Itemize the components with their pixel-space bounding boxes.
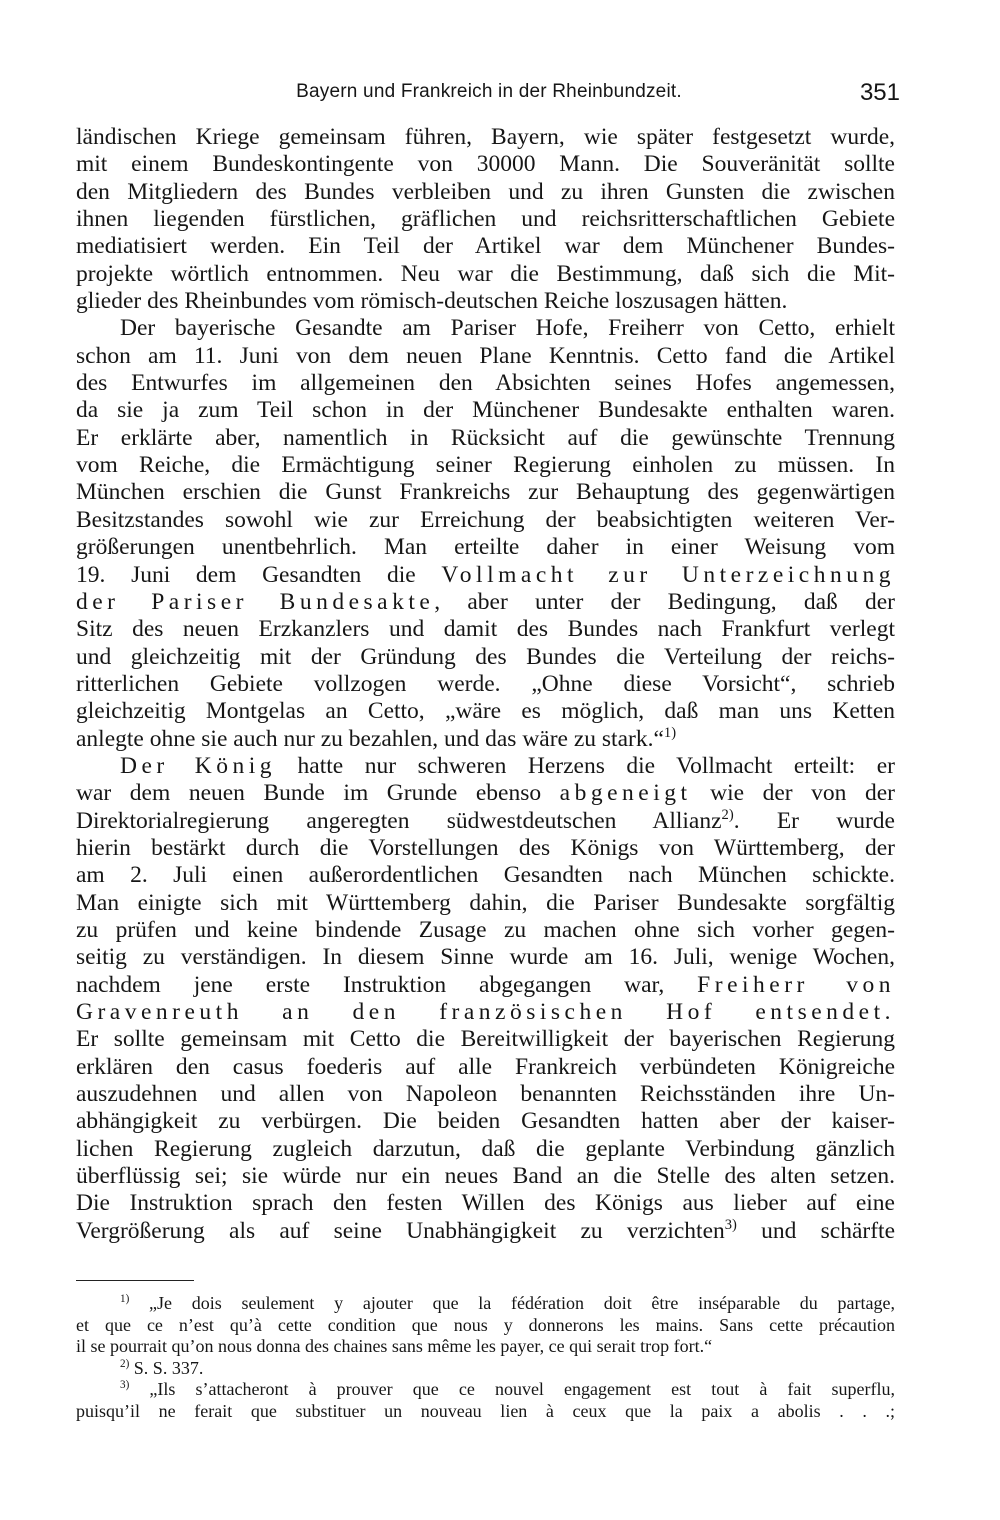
footnote-text: S. S. 337. bbox=[129, 1357, 204, 1378]
text-line: größerungen unentbehrlich. Man erteilte daher in einer Weisung vom bbox=[76, 534, 895, 561]
text-run: Direktorialregierung angeregten südwestdeutschen Allianz bbox=[76, 807, 722, 834]
text-line: ritterlichen Gebiete vollzogen werde. „Ohne diese Vorsicht“, schrieb bbox=[76, 670, 895, 697]
footnotes bbox=[76, 1293, 895, 1422]
text-line bbox=[76, 726, 895, 753]
text-line bbox=[76, 780, 895, 807]
text-line: projekte wörtlich entnommen. Neu war die Bestimmung, daß sich die Mit- bbox=[76, 260, 895, 287]
text-line bbox=[76, 753, 895, 780]
body-text bbox=[76, 124, 895, 1245]
text-line bbox=[76, 1218, 895, 1245]
text-line: hierin bestärkt durch die Vorstellungen des Königs von Württemberg, der bbox=[76, 834, 895, 861]
footnote-line: puisqu’il ne ferait que substituer un nouveau lien à ceux que la paix a abolis . . .; bbox=[76, 1400, 895, 1421]
page-number: 351 bbox=[859, 79, 900, 106]
text-line: mit einem Bundeskontingente von 30000 Mann. Die Souveränität sollte bbox=[76, 151, 895, 178]
text-line: glieder des Rheinbundes vom römisch-deutschen Reiche loszusagen hätten. bbox=[76, 288, 788, 315]
spaced-emphasis: der Pariser Bundesakte bbox=[76, 588, 435, 615]
running-head bbox=[78, 79, 900, 109]
text-line: erklären den casus foederis auf alle Frankreich verbündeten Königreiche bbox=[76, 1053, 895, 1080]
text-line: vom Reiche, die Ermächtigung seiner Regierung einholen zu müssen. In bbox=[76, 452, 895, 479]
footnote-ref: 1) bbox=[663, 724, 677, 741]
text-line: auszudehnen und allen von Napoleon benannten Reichsständen ihre Un- bbox=[76, 1081, 895, 1108]
text-line: am 2. Juli einen außerordentlichen Gesandten nach München schickte. bbox=[76, 862, 895, 889]
footnote-marker: 3) bbox=[120, 1379, 130, 1391]
text-line: Sitz des neuen Erzkanzlers und damit des Bundes nach Frankfurt verlegt bbox=[76, 616, 895, 643]
text-run: nachdem jene erste Instruktion abgegangen war, bbox=[76, 971, 698, 998]
text-line: ländischen Kriege gemeinsam führen, Bayern, wie später festgesetzt wurde, bbox=[76, 124, 895, 150]
footnote-marker: 2) bbox=[120, 1357, 130, 1370]
text-line: überflüssig sei; sie würde nur ein neues Band an die Stelle des alten setzen. bbox=[76, 1163, 895, 1190]
text-line: seitig zu verständigen. In diesem Sinne wurde am 16. Juli, wenige Wochen, bbox=[76, 944, 895, 971]
text-run: Vergrößerung als auf seine Unabhängigkeit zu verzichten bbox=[76, 1217, 725, 1244]
text-line: den Mitgliedern des Bundes verbleiben und zu ihren Gunsten die zwischen bbox=[76, 178, 895, 205]
text-line: mediatisiert werden. Ein Teil der Artikel war dem Münchener Bundes- bbox=[76, 233, 895, 260]
running-title: Bayern und Frankreich in der Rheinbundzeit. bbox=[296, 81, 682, 102]
text-line: Er sollte gemeinsam mit Cetto die Bereitwilligkeit der bayerischen Regierung bbox=[76, 1026, 895, 1053]
text-line: lichen Regierung zugleich darzutun, daß die geplante Verbindung gänzlich bbox=[76, 1135, 895, 1162]
text-line: abhängigkeit zu verbürgen. Die beiden Gesandten hatten aber der kaiser- bbox=[76, 1108, 895, 1135]
footnote-marker: 1) bbox=[120, 1293, 130, 1305]
text-line: München erschien die Gunst Frankreichs zur Behauptung des gegenwärtigen bbox=[76, 479, 895, 506]
text-line bbox=[76, 808, 895, 835]
spaced-emphasis: Der König bbox=[120, 752, 277, 779]
text-line-spaced: Gravenreuth an den französischen Hof entsendet. bbox=[76, 999, 895, 1025]
text-run: . Er wurde bbox=[733, 807, 895, 834]
footnote-line bbox=[76, 1358, 895, 1380]
footnote-line bbox=[76, 1293, 895, 1315]
text-line bbox=[76, 562, 895, 589]
text-run: war dem neuen Bunde im Grunde ebenso bbox=[76, 780, 560, 807]
footnote-divider bbox=[76, 1280, 194, 1281]
text-line: da sie ja zum Teil schon in der Münchener Bundesakte enthalten waren. bbox=[76, 397, 895, 424]
text-run: anlegte ohne sie auch nur zu bezahlen, und das wäre zu stark.“ bbox=[76, 725, 664, 752]
text-line: ihnen liegenden fürstlichen, gräflichen und reichsritterschaftlichen Gebiete bbox=[76, 206, 895, 233]
footnote-text: „Je dois seulement y ajouter que la fédération doit être inséparable du partage, bbox=[129, 1293, 895, 1313]
text-line: Die Instruktion sprach den festen Willen des Königs aus lieber auf eine bbox=[76, 1190, 895, 1217]
text-line: gleichzeitig Montgelas an Cetto, „wäre es möglich, daß man uns Ketten bbox=[76, 698, 895, 725]
text-line: Der bayerische Gesandte am Pariser Hofe, Freiherr von Cetto, erhielt bbox=[120, 315, 895, 342]
text-line bbox=[76, 972, 895, 999]
text-line: Man einigte sich mit Württemberg dahin, die Pariser Bundesakte sorgfältig bbox=[76, 889, 895, 916]
text-run: und schärfte bbox=[736, 1217, 896, 1244]
spaced-emphasis: Vollmacht zur Unterzeichnung bbox=[441, 561, 895, 588]
text-run: hatte nur schweren Herzens die Vollmacht erteilt: er bbox=[276, 752, 895, 779]
text-run: 19. Juni dem Gesandten die bbox=[76, 561, 442, 588]
spaced-emphasis: abgeneigt bbox=[559, 780, 692, 807]
text-run: wie der von der bbox=[691, 780, 895, 807]
text-line: Er erklärte aber, namentlich in Rücksicht auf die gewünschte Trennung bbox=[76, 424, 895, 451]
footnote-ref: 3) bbox=[724, 1216, 737, 1233]
footnote-line: et que ce n’est qu’à cette condition que nous y donnerons les mains. Sans cette précaution bbox=[76, 1314, 895, 1335]
text-line bbox=[76, 589, 895, 616]
footnote-line: il se pourrait qu’on nous donna des chaines sans même les payer, ce qui serait trop fort.“ bbox=[76, 1336, 713, 1356]
text-run: , aber unter der Bedingung, daß der bbox=[434, 588, 895, 615]
footnote-text: „Ils s’attacheront à prouver que ce nouvel engagement est tout à fait superflu, bbox=[129, 1379, 895, 1399]
spaced-emphasis: Freiherr von bbox=[697, 971, 895, 998]
text-line: des Entwurfes im allgemeinen den Absichten seines Hofes angemessen, bbox=[76, 370, 895, 397]
text-line: zu prüfen und keine bindende Zusage zu machen ohne sich vorher gegen- bbox=[76, 916, 895, 943]
text-line: Besitzstandes sowohl wie zur Erreichung der beabsichtigten weiteren Ver- bbox=[76, 506, 895, 533]
text-line: schon am 11. Juni von dem neuen Plane Kenntnis. Cetto fand die Artikel bbox=[76, 342, 895, 369]
footnote-line bbox=[76, 1379, 895, 1401]
footnote-ref: 2) bbox=[721, 806, 734, 823]
text-line: und gleichzeitig mit der Gründung des Bundes die Verteilung der reichs- bbox=[76, 643, 895, 670]
